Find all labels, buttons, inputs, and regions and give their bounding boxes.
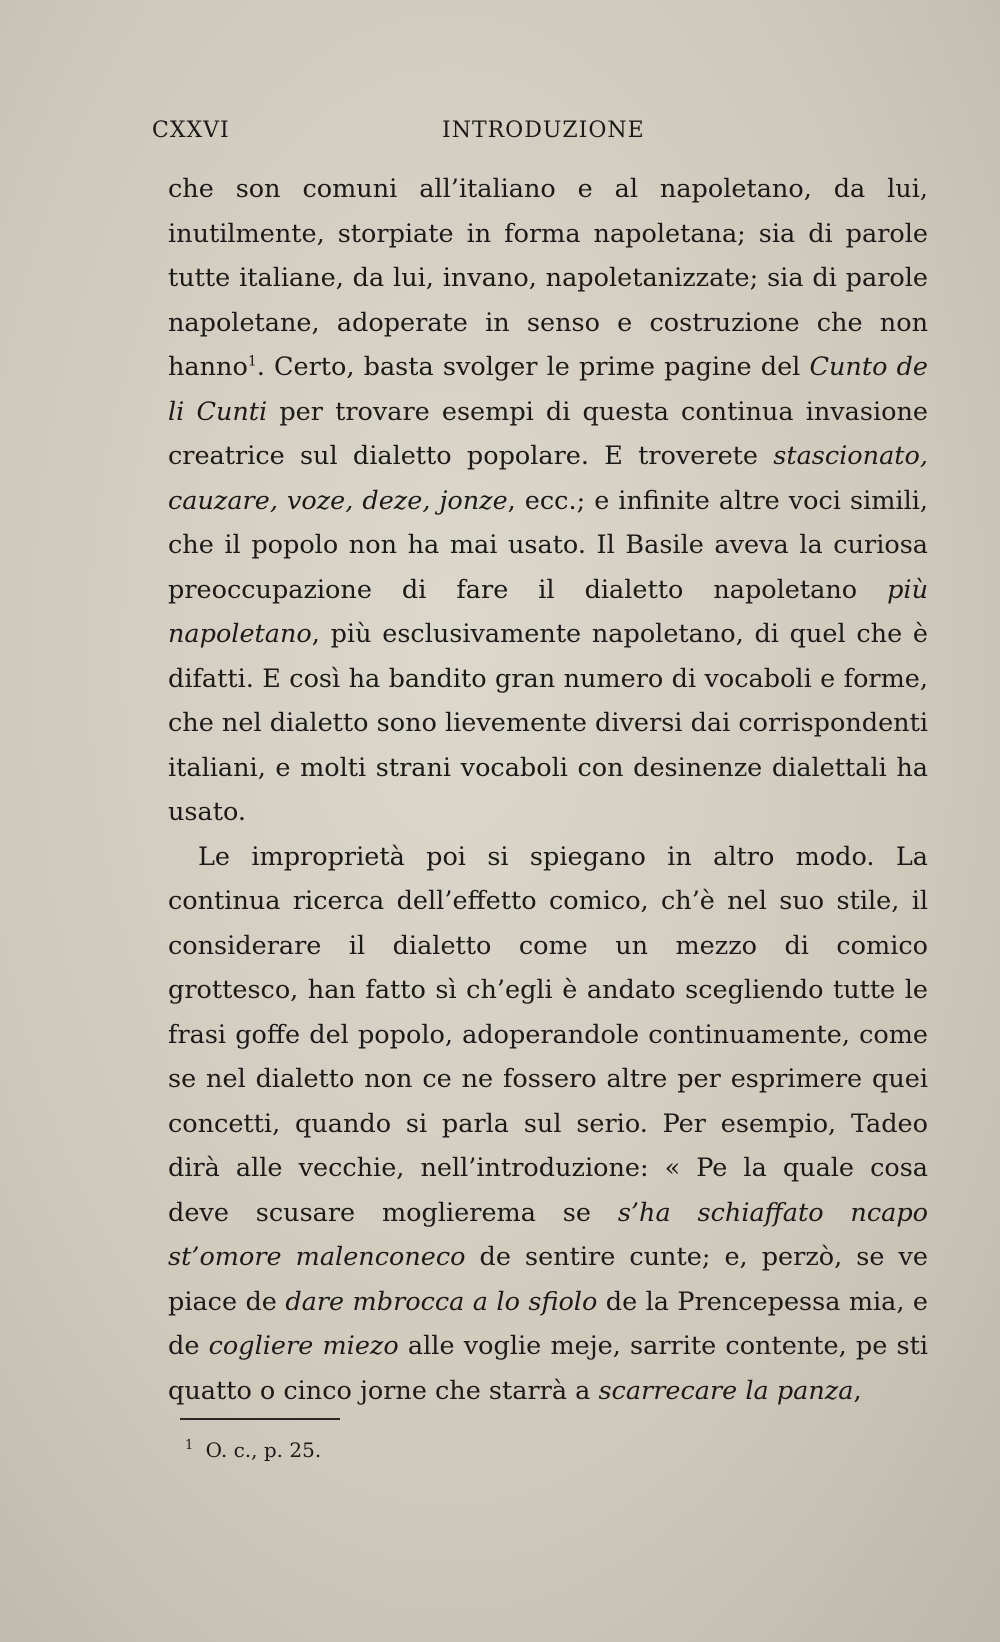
text-run: de la Prencepessa mia, e de bbox=[168, 1286, 928, 1361]
footnote-rule bbox=[180, 1418, 340, 1420]
text-run: . Certo, basta svolger le prime pagine del bbox=[256, 352, 810, 382]
page-header bbox=[152, 118, 652, 150]
footnote-ref: 1 bbox=[247, 353, 257, 370]
footnote-number: 1 bbox=[185, 1438, 194, 1454]
text-run: alle voglie meje, sarrite contente, pe sti quatto o cinco jorne che starrà a bbox=[168, 1331, 929, 1406]
footnote-text: O. c., p. 25. bbox=[205, 1438, 322, 1462]
italic-text: stascionato, cauzare, voze, deze, jonze bbox=[168, 441, 928, 516]
body-text bbox=[168, 167, 928, 1413]
italic-text: cogliere miezo bbox=[208, 1331, 399, 1361]
text-run: per trovare esempi di questa continua invasione creatrice sul dialetto popolare. E troverete bbox=[168, 396, 928, 471]
italic-text: s’ha schiaffato ncapo st’omore malenconeco bbox=[168, 1197, 928, 1272]
italic-text: dare mbrocca a lo sfiolo bbox=[285, 1286, 598, 1317]
text-run: de sentire cunte; e, perzò, se ve piace de bbox=[168, 1242, 928, 1317]
italic-text: scarrecare la panza bbox=[598, 1375, 854, 1406]
paragraph bbox=[168, 835, 928, 1414]
text-run: , più esclusivamente napoletano, di quel che è difatti. E così ha bandito gran numero di vocaboli e forme, che nel dialetto sono lievemente diversi dai corrispondenti italiani, e molti strani vocaboli con desinenze dialettali ha usato. bbox=[168, 619, 928, 827]
text-run: che son comuni all’italiano e al napoletano, da lui, inutilmente, storpiate in forma napoletana; sia di parole tutte italiane, da lui, invano, napoletanizzate; sia di parole napoletane, adoperate in senso e costruzione che non hanno bbox=[168, 174, 928, 382]
text-run: , ecc.; e infinite altre voci simili, che il popolo non ha mai usato. Il Basile aveva la curiosa preoccupazione di fare il dialetto napoletano bbox=[168, 485, 928, 605]
text-run: Le improprietà poi si spiegano in altro modo. La continua ricerca dell’effetto comico, ch’è nel suo stile, il considerare il dialetto come un mezzo di comico grottesco, han fatto sì ch’egli è andato scegliendo tutte le frasi goffe del popolo, adoperandole continuamente, come se nel dialetto non ce ne fossero altre per esprimere quei concetti, quando si parla sul serio. Per esempio, Tadeo dirà alle vecchie, nell’introduzione: « Pe la quale cosa deve scusare moglierema se bbox=[168, 841, 928, 1228]
page-number-roman: CXXVI bbox=[152, 118, 230, 143]
italic-text: Cunto de li Cunti bbox=[168, 352, 929, 427]
italic-text: più napoletano bbox=[168, 574, 928, 649]
footnote bbox=[185, 1438, 321, 1462]
running-title: INTRODUZIONE bbox=[442, 118, 645, 143]
text-run: , bbox=[853, 1375, 862, 1406]
paragraph bbox=[168, 167, 928, 835]
